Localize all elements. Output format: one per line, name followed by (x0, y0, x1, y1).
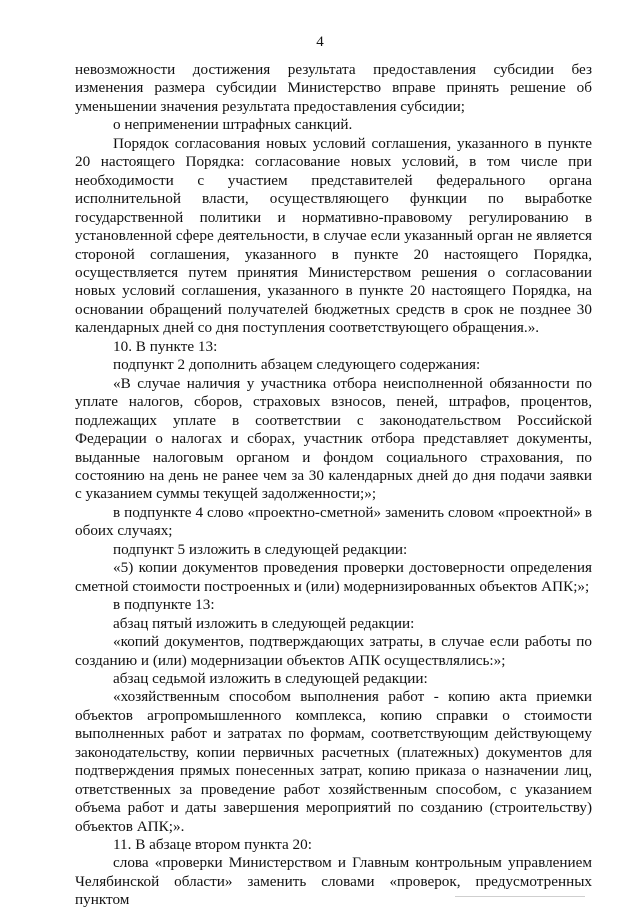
paragraph: невозможности достижения результата предоставления субсидии без изменения размера субсидии Министерство вправе принять решение об уменьшении значения результата предоставления субсидии; (75, 61, 592, 115)
document-body (75, 61, 592, 910)
paragraph: в подпункте 4 слово «проектно-сметной» заменить словом «проектной» в обоих случаях; (75, 503, 592, 540)
paragraph: 11. В абзаце втором пункта 20: (113, 836, 312, 854)
paragraph: абзац седьмой изложить в следующей редакции: (113, 669, 428, 687)
paragraph: абзац пятый изложить в следующей редакции: (113, 614, 415, 632)
paragraph: о неприменении штрафных санкций. (113, 116, 353, 134)
paragraph: 10. В пункте 13: (113, 337, 218, 355)
paragraph: «5) копии документов проведения проверки достоверности определения сметной стоимости построенных и (или) модернизированных объектов АПК;»; (75, 559, 592, 595)
paragraph: в подпункте 13: (113, 596, 215, 614)
paragraph: «В случае наличия у участника отбора неисполненной обязанности по уплате налогов, сборов, страховых взносов, пеней, штрафов, процентов, подлежащих уплате в соответствии с законодательством Российской Федерации о налогах и сборах, участник отбора представляет документы, выданные налоговым органом и фондом социального страхования, по состоянию на день не ранее чем за 30 календарных дней до дня подачи заявки с указанием суммы текущей задолженности;»; (75, 374, 592, 503)
paragraph: «копий документов, подтверждающих затраты, в случае если работы по созданию и (или) модернизации объектов АПК осуществлялись:»; (75, 633, 592, 669)
paragraph: подпункт 5 изложить в следующей редакции: (113, 540, 408, 558)
scan-artifact-line (455, 896, 585, 897)
paragraph: слова «проверки Министерством и Главным контрольным управлением Челябинской области» заменить словами «проверок, предусмотренных пунктом (75, 854, 592, 909)
page-number: 4 (316, 34, 324, 50)
paragraph: «хозяйственным способом выполнения работ - копию акта приемки объектов агропромышленного комплекса, копию справки о стоимости выполненных работ и затратах по формам, соответствующим действующему законодательству, копии первичных расчетных (платежных) документов для подтверждения прямых понесенных затрат, копию приказа о назначении лиц, ответственных за проведение работ хозяйственным способом, с указанием объема работ и даты завершения мероприятий по созданию (строительству) объектов АПК;». (75, 688, 592, 835)
paragraph: подпункт 2 дополнить абзацем следующего содержания: (113, 356, 481, 374)
paragraph: Порядок согласования новых условий соглашения, указанного в пункте 20 настоящего Порядка: согласование новых условий, в том числе при необходимости с участием представителей федерального органа исполнительной власти, осуществляющего функции по выработке государственной политики и нормативно-правовому регулированию в установленной сфере деятельности, в случае если указанный орган не является стороной соглашения, указанного в пункте 20 настоящего Порядка, осуществляется путем принятия Министерством решения о согласовании новых условий соглашения, указанного в пункте 20 настоящего Порядка, на основании обращений получателей бюджетных средств в срок не позднее 30 календарных дней со дня поступления соответствующего обращения.». (75, 134, 592, 337)
